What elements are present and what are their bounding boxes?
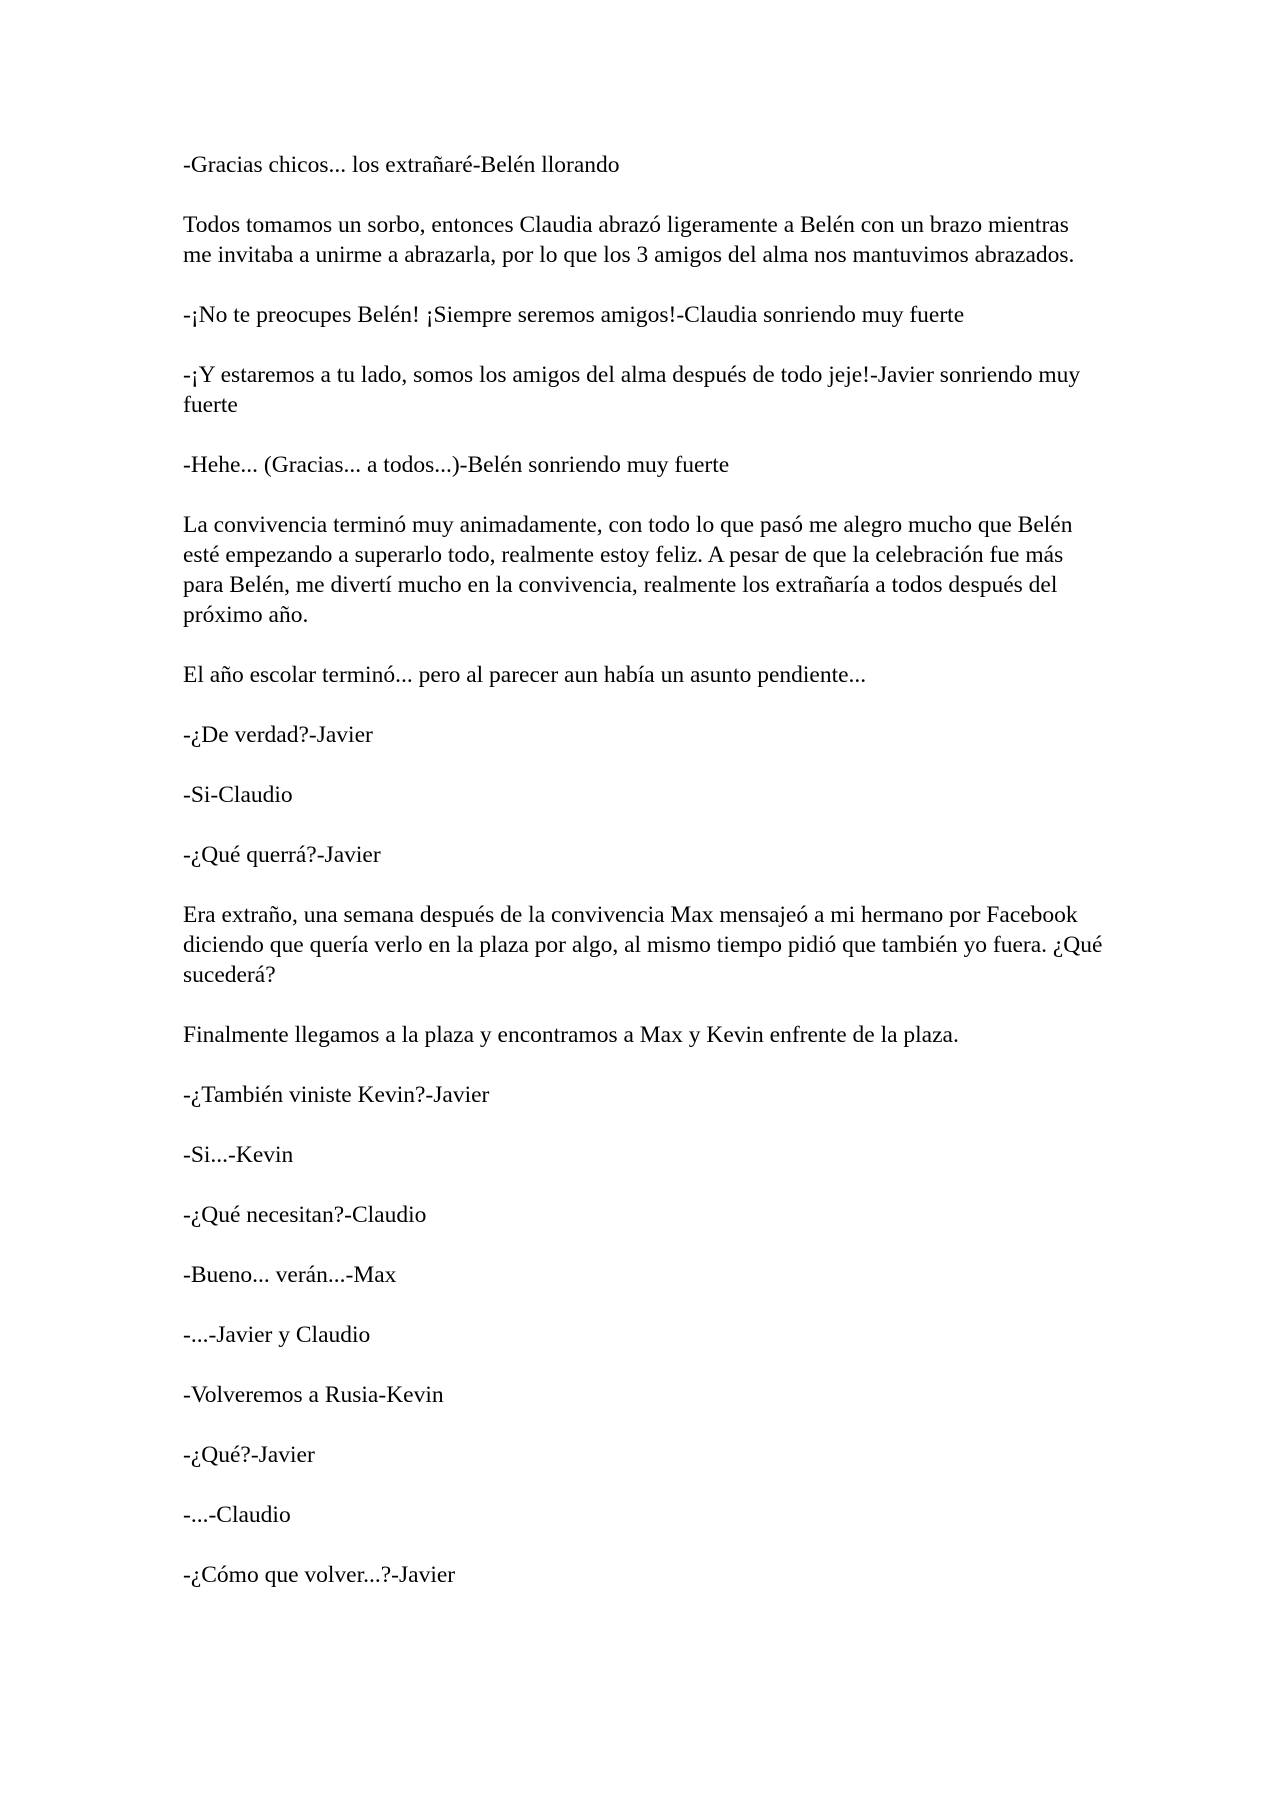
- paragraph: -¿Cómo que volver...?-Javier: [183, 1562, 456, 1588]
- paragraph: -Si-Claudio: [183, 782, 293, 808]
- paragraph: -¿De verdad?-Javier: [183, 722, 373, 748]
- paragraph: -Hehe... (Gracias... a todos...)-Belén sonriendo muy fuerte: [183, 452, 730, 478]
- paragraph: -...-Javier y Claudio: [183, 1322, 371, 1348]
- document-body: [183, 150, 1103, 1620]
- paragraph: El año escolar terminó... pero al parecer aun había un asunto pendiente...: [183, 662, 867, 688]
- paragraph: -¿Qué querrá?-Javier: [183, 842, 381, 868]
- paragraph: -...-Claudio: [183, 1502, 291, 1528]
- paragraph: -¿Qué necesitan?-Claudio: [183, 1202, 427, 1228]
- paragraph: -Si...-Kevin: [183, 1142, 294, 1168]
- paragraph: -Bueno... verán...-Max: [183, 1262, 397, 1288]
- paragraph: Finalmente llegamos a la plaza y encontramos a Max y Kevin enfrente de la plaza.: [183, 1022, 959, 1048]
- paragraph: -¿También viniste Kevin?-Javier: [183, 1082, 490, 1108]
- paragraph: -¡No te preocupes Belén! ¡Siempre seremos amigos!-Claudia sonriendo muy fuerte: [183, 302, 965, 328]
- paragraph: -¿Qué?-Javier: [183, 1442, 315, 1468]
- paragraph: Era extraño, una semana después de la convivencia Max mensajeó a mi hermano por Facebook diciendo que quería verlo en la plaza por algo, al mismo tiempo pidió que también yo fuera. ¿Qué sucederá?: [183, 902, 1103, 988]
- paragraph: -Gracias chicos... los extrañaré-Belén llorando: [183, 152, 620, 178]
- paragraph: -Volveremos a Rusia-Kevin: [183, 1382, 444, 1408]
- paragraph: -¡Y estaremos a tu lado, somos los amigos del alma después de todo jeje!-Javier sonriendo muy fuerte: [183, 362, 1081, 418]
- paragraph: Todos tomamos un sorbo, entonces Claudia abrazó ligeramente a Belén con un brazo mientras me invitaba a unirme a abrazarla, por lo que los 3 amigos del alma nos mantuvimos abrazados.: [183, 212, 1075, 268]
- paragraph: La convivencia terminó muy animadamente, con todo lo que pasó me alegro mucho que Belén esté empezando a superarlo todo, realmente estoy feliz. A pesar de que la celebración fue más para Belén, me divertí mucho en la convivencia, realmente los extrañaría a todos después del próximo año.: [183, 512, 1073, 628]
